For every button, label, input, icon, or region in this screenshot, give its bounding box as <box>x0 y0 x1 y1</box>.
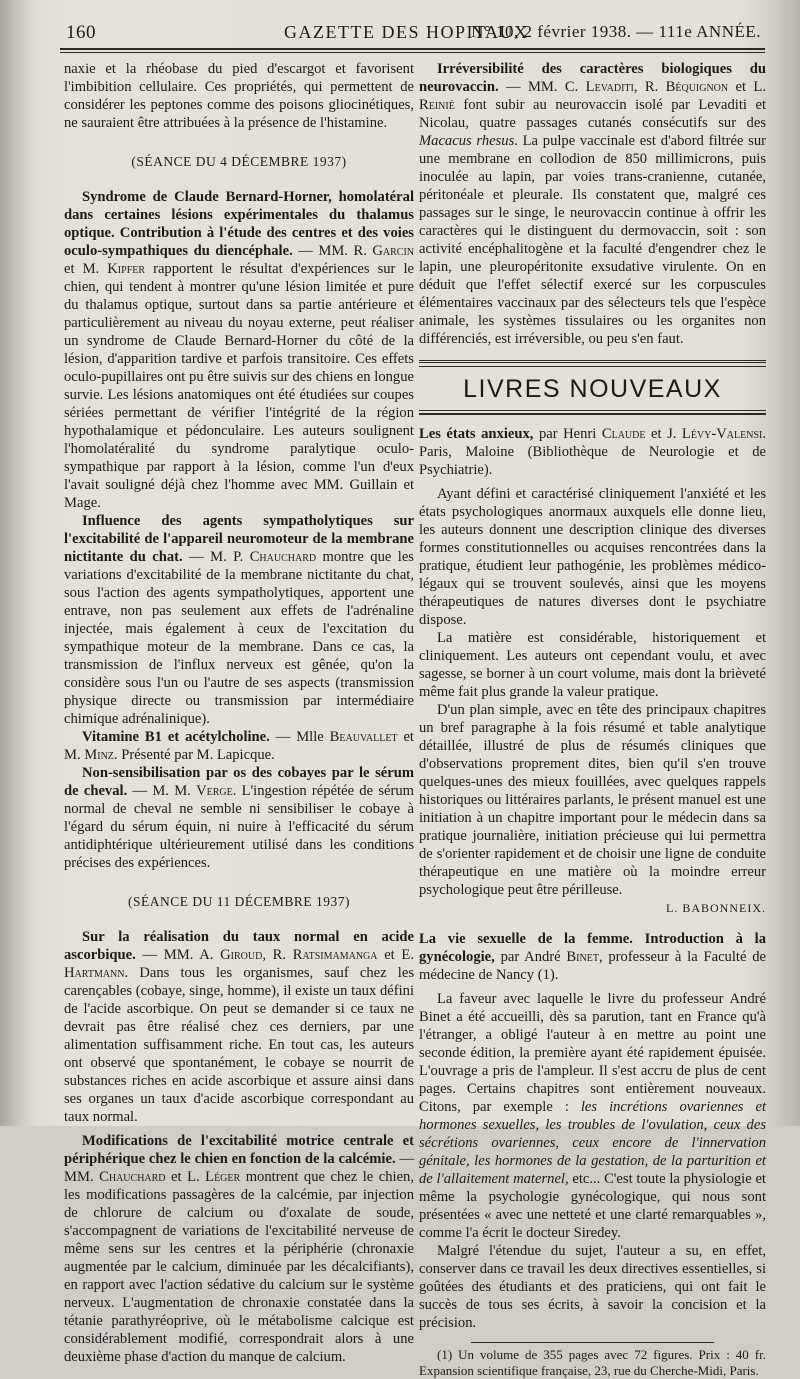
author-name: Lévy-Valensi <box>681 426 763 442</box>
author-name: Kipfer <box>107 261 146 277</box>
section-rule-top <box>419 360 766 367</box>
author-name: Claude <box>601 426 646 442</box>
author-name: Ratsimamanga <box>292 947 378 963</box>
article-title: Irréversibilité des caractères biologiques du neurovaccin. <box>419 61 766 95</box>
header-rule-thin <box>60 52 765 53</box>
author-name: Hartmann <box>64 965 125 981</box>
session-heading-dec-11: (SÉANCE DU 11 DÉCEMBRE 1937) <box>128 894 350 909</box>
book-etats-anxieux-heading: Les états anxieux, par Henri Claude et J. Lévy-Valensi. Paris, Maloine (Bibliothèque de Neurologie et de Psychiatrie). <box>419 426 766 478</box>
author-name: Chauchard <box>99 1169 166 1185</box>
article-title: Vitamine B1 et acétylcholine. <box>82 729 270 745</box>
review-paragraph: Ayant défini et caractérisé cliniquement l'anxiété et les états psychologiques anormaux auxquels elle donne lieu, les auteurs donnent une description clinique des diverses formes constitutionnelles ou acquises rencontrées dans la pratique, étudient leur pathogénie, les problèmes médico-légaux qui se trouvent soulevés, ainsi que les moyens thérapeutiques de natures diverses dont le psychiatre dispose. <box>419 486 766 628</box>
article-vitamine-b1: Vitamine B1 et acétylcholine. — Mlle Beauvallet et M. Minz. Présenté par M. Lapicque. <box>64 729 414 763</box>
article-title: Non-sensibilisation par os des cobayes par le sérum de cheval. <box>64 765 414 799</box>
journal-title: GAZETTE DES HOPITAUX <box>284 22 529 42</box>
right-column <box>419 60 766 1379</box>
author-name: Giroud <box>220 947 263 963</box>
author-name: Binet <box>566 949 599 965</box>
section-title-livres-nouveaux: LIVRES NOUVEAUX <box>463 375 722 403</box>
book-title: Les états anxieux, <box>419 426 534 442</box>
reviewer-signature: L. BABONNEIX. <box>666 901 766 915</box>
article-title: Influence des agents sympatholytiques sur l'excitabilité de l'appareil neuromoteur de la membrane nictitante du chat. <box>64 513 414 565</box>
header-rule <box>60 48 765 50</box>
review-paragraph: La faveur avec laquelle le livre du professeur André Binet a été accueilli, dès sa parution, tant en France qu'à l'étranger, a obligé l'auteur à en mettre au point une seconde édition, la première ayant été rapidement épuisée. L'ouvrage a pris de l'ampleur. Il s'est accru de plus de cent pages. Certains chapitres sont entièrement nouveaux. Citons, par exemple : les incrétions ovariennes et hormones sexuelles, les troubles de l'ovulation, ceux des sécrétions ovariennes, ceux encore de l'innervation génitale, les hormones de la gestation, de la parturition et de l'allaitement maternel, etc... C'est toute la physiologie et même la psychologie gynécologique, qui nous sont présentées « avec une netteté et une clarté remarquables », comme l'a écrit le docteur Siredey. <box>419 991 767 1241</box>
footnote-rule <box>471 1342 714 1343</box>
review-paragraph: D'un plan simple, avec en tête des principaux chapitres un bref paragraphe à la fois résumé et table analytique détaillée, illustré de plus de résumés cliniques que d'observations proprement dites, bien qu'il s'en trouve quelques-unes des mieux fouillées, avec quelques rappels historiques ou littéraires parlants, le présent manuel est une initiation à un chapitre important pour le médecin dans sa pratique journalière, initiation précieuse qui lui permettra de s'orienter rapidement et de choisir une ligne de conduite thérapeutique en une matière où la moindre erreur psychologique peut être périlleuse. <box>419 702 766 898</box>
article-sympatholytiques: Influence des agents sympatholytiques sur l'excitabilité de l'appareil neuromoteur de la membrane nictitante du chat. — M. P. Chauchard montre que les variations d'excitabilité de la membrane nictitante du chat, sous l'action des agents sympatholytiques, apportent une entrave, non pas seulement aux effets de l'adrénaline injectée, mais également à ceux de l'excitation du sympathique moteur de la membrane. Dans ce cas, la transmission de l'influx nerveux est gênée, qu'on la considère sous l'un ou l'autre de ses aspects (transmission physique directe ou transmission par intermédiaire chimique adrénalinique). <box>64 513 414 727</box>
author-name: Levaditi <box>585 79 634 95</box>
chapter-list: les incrétions ovariennes et hormones sexuelles, les troubles de l'ovulation, ceux des sécrétions ovariennes, ceux encore de l'innervation génitale, les hormones de la gestation, de la parturition et de l'allaitement maternel, <box>419 1099 767 1187</box>
left-column <box>64 60 414 1366</box>
author-name: Chauchard <box>249 549 317 565</box>
issue-info: N° 10, 2 février 1938. — 111e ANNÉE. <box>471 22 761 41</box>
article-neurovaccin: Irréversibilité des caractères biologiques du neurovaccin. — MM. C. Levaditi, R. Béquignon et L. Reinié font subir au neurovaccin isolé par Levaditi et Nicolau, quatre passages cutanés consécutifs sur des Macacus rhesus. La pulpe vaccinale est d'abord filtrée sur une membrane en collodion de 850 millimicrons, puis inoculée au lapin, par voies trans-cranienne, cutanée, péritonéale et pleurale. Ils constatent que, malgré ces passages sur le singe, le neurovaccin continue à offrir les caractères qui le distinguent du dermovaccin, soit : son activité encéphalitogène et la faculté d'engendrer chez le lapin, une pleuropéritonite exsudative virulente. On en déduit que l'effet sélectif exercé sur les corpuscules élémentaires vaccinaux par des sélecteurs tels que l'espèce animale, les systèmes tissulaires ou les organites non différenciés, est irréversible, ou peu s'en faut. <box>419 61 766 347</box>
article-claude-bernard-horner: Syndrome de Claude Bernard-Horner, homolatéral dans certaines lésions expérimentales du thalamus optique. Contribution à l'étude des centres et des voies oculo-sympathiques du diencéphale. — MM. R. Garcin et M. Kipfer rapportent le résultat d'expériences sur le chien, qui tendent à montrer qu'une lésion limitée et pure du thalamus optique, surtout dans sa partie antérieure et particulièrement au niveau du noyau externe, peut réaliser un syndrome de Claude Bernard-Horner du côté de la lésion, d'apparition tardive et parfois transitoire. Ces effets oculo-pupillaires ont pu être suivis sur des chiens en longue survie. Les lésions anatomiques ont été étudiées sur coupes sériées permettant de vérifier l'intégrité de la région hypothalamique et pédonculaire. Les auteurs soulignent l'homolatéralité du syndrome paralytique oculo-sympathique par rapport à la lésion, comme l'un d'eux l'avait souligné déjà chez l'homme avec MM. Guillain et Mage. <box>64 189 415 511</box>
section-rule-bottom <box>419 410 766 415</box>
author-name: Léger <box>205 1169 241 1185</box>
article-non-sensibilisation: Non-sensibilisation par os des cobayes par le sérum de cheval. — M. M. Verge. L'ingestion répétée de sérum normal de cheval ne semble ni sensibiliser le cobaye à l'égard du sérum équin, ni nuire à l'efficacité du sérum antidiphtérique ultérieurement utilisé dans les conditions précises des expériences. <box>64 765 414 871</box>
footnote: (1) Un volume de 355 pages avec 72 figures. Prix : 40 fr. Expansion scientifique française, 23, rue du Cherche-Midi, Paris. <box>419 1347 766 1378</box>
review-paragraph: La matière est considérable, historiquement et cliniquement. Les auteurs ont cependant voulu, et avec sagesse, se borner à un court volume, mais dont la brièveté même fait plus grande la valeur pratique. <box>419 630 766 700</box>
book-vie-sexuelle-heading: La vie sexuelle de la femme. Introduction à la gynécologie, par André Binet, professeur à la Faculté de médecine de Nancy (1). <box>419 931 766 983</box>
article-title: Sur la réalisation du taux normal en acide ascorbique. <box>64 929 414 963</box>
author-name: Beauvallet <box>329 729 398 745</box>
author-name: Minz <box>84 747 114 763</box>
article-title: Syndrome de Claude Bernard-Horner, homolatéral dans certaines lésions expérimentales du thalamus optique. Contribution à l'étude des centres et des voies oculo-sympathiques du diencéphale. <box>64 189 414 259</box>
author-name: Reinié <box>419 97 455 113</box>
article-acide-ascorbique: Sur la réalisation du taux normal en acide ascorbique. — MM. A. Giroud, R. Ratsimamanga et E. Hartmann. Dans tous les organismes, sauf chez les carençables (cobaye, singe, homme), il existe un taux défini de l'acide ascorbique. On peut se demander si ce taux ne devrait pas être réalisé chez ces derniers, par une alimentation suffisamment riche. En tout cas, les auteurs ont observé que spontanément, le cobaye se nourrit de substances riches en acide ascorbique et assure ainsi dans ses organes un taux d'acide ascorbique correspondant au taux normal. <box>64 929 414 1125</box>
session-heading-dec-4: (SÉANCE DU 4 DÉCEMBRE 1937) <box>131 154 347 169</box>
book-title: La vie sexuelle de la femme. Introduction à la gynécologie, <box>419 931 766 965</box>
species-name: Macacus rhesus <box>419 133 515 149</box>
author-name: Béquignon <box>665 79 729 95</box>
intro-paragraph: naxie et la rhéobase du pied d'escargot et favorisent l'imbibition cellulaire. Ces propriétés, qui permettent de considérer les peptones comme des poisons gliocinétiques, ne sauraient être attribuées à la présence de l'histamine. <box>64 61 414 131</box>
article-title: Modifications de l'excitabilité motrice centrale et périphérique chez le chien en fonction de la calcémie. <box>64 1133 414 1167</box>
article-calcemie: Modifications de l'excitabilité motrice centrale et périphérique chez le chien en fonction de la calcémie. — MM. Chauchard et L. Léger montrent que chez le chien, les modifications passagères de la calcémie, par injection de chlorure de calcium ou d'oxalate de soude, s'accompagnent de variations de l'excitabilité nerveuse de même sens sur les centres et la périphérie (chronaxie augmentée par le calcium, diminuée par les décalcifiants), en rapport avec l'action sédative du calcium sur le système nerveux. L'augmentation de chronaxie constatée dans la tétanie parathyréoprive, où le métabolisme calcique est considérablement modifié, correspondrait alors à une deuxième phase d'action du manque de calcium. <box>64 1133 415 1365</box>
author-name: Verge <box>196 783 233 799</box>
page-header <box>60 18 765 48</box>
author-name: Garcin <box>372 243 415 259</box>
review-paragraph: Malgré l'étendue du sujet, l'auteur a su, en effet, conserver dans ce travail les deux directives essentielles, si goûtées des étudiants et des praticiens, qui ont fait le succès de tous ses écrits, à savoir la concision et la précision. <box>419 1243 766 1331</box>
page-number: 160 <box>66 22 96 43</box>
